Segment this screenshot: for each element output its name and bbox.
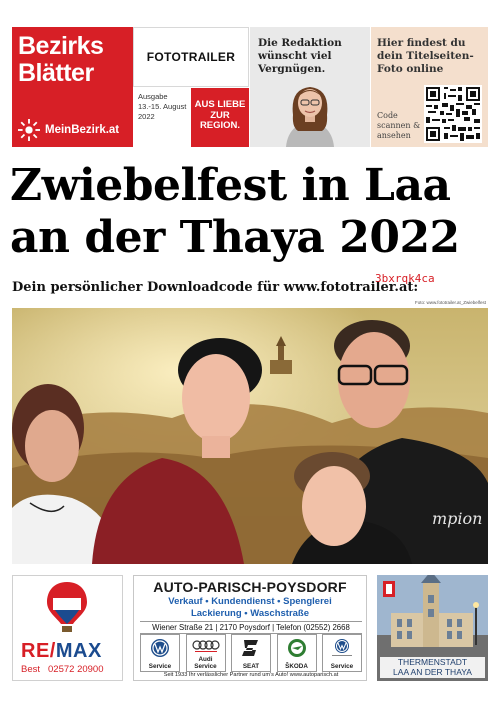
remax-contact — [21, 664, 104, 675]
site-row[interactable] — [18, 119, 119, 141]
cover-online-box — [371, 27, 488, 147]
slogan: AUS LIEBE ZUR REGION. — [194, 99, 246, 131]
ad-remax[interactable] — [12, 575, 123, 681]
brand-label: Audi Service — [194, 656, 217, 670]
brand-name-line1: Bezirks — [18, 32, 104, 60]
scan-hint: Code scannen & ansehen — [377, 111, 421, 140]
auto-title: AUTO-PARISCH-POYSDORF — [153, 579, 347, 595]
brand-label: Service — [148, 663, 172, 670]
skoda-logo-icon — [278, 637, 316, 659]
remax-logo-max: MAX — [55, 640, 102, 662]
hot-air-balloon-icon — [45, 580, 89, 634]
town-caption-line2: LAA AN DER THAYA — [393, 666, 472, 677]
vw-logo-icon — [141, 637, 179, 659]
auto-address: Wiener Straße 21 | 2170 Poysdorf | Telefon (02552) 2668 — [140, 621, 362, 634]
editor-portrait — [272, 75, 348, 147]
auto-footer: Seit 1933 Ihr verlässlicher Partner rund um's Auto! www.autoparisch.at — [163, 672, 339, 678]
issue-info — [133, 88, 191, 147]
auto-services-line2: Lackierung • Waschstraße — [190, 607, 310, 619]
brand-label: ŠKODA — [285, 663, 308, 670]
ad-town-laa[interactable] — [377, 575, 488, 681]
cover-message: Hier findest du dein Titelseiten-Foto online — [377, 37, 474, 75]
editor-message: Die Redaktion wünscht viel Vergnügen. — [258, 37, 342, 75]
remax-office: Best — [21, 664, 41, 675]
meinbezirk-logo-icon — [18, 119, 40, 141]
section-label-box — [133, 27, 249, 87]
vw-commercial-logo-icon — [323, 637, 361, 659]
auto-services-line1: Verkauf • Kundendienst • Spenglerei — [168, 596, 332, 607]
seat-tile — [231, 634, 271, 672]
group-photo — [12, 308, 488, 564]
download-code[interactable]: 3bxrqk4ca — [375, 272, 435, 285]
site-link[interactable]: MeinBezirk.at — [45, 124, 120, 136]
audi-service-tile — [186, 634, 226, 672]
qr-code[interactable] — [424, 85, 482, 143]
seat-logo-icon — [232, 637, 270, 659]
brand-logo-row — [140, 634, 362, 672]
section-label: FOTOTRAILER — [146, 50, 236, 64]
ad-auto-parisch[interactable] — [133, 575, 367, 681]
vw-commercial-tile — [322, 634, 362, 672]
remax-logo — [21, 640, 102, 663]
photo-credit: Foto: www.fototrailer.at_Zwiebelfest — [414, 300, 486, 305]
skoda-tile — [277, 634, 317, 672]
slogan-box — [191, 88, 249, 147]
issue-dates: 13.-15. August 2022 — [138, 102, 187, 121]
brand-label: Service — [330, 663, 354, 670]
issue-label: Ausgabe — [138, 92, 168, 101]
remax-logo-re: RE/ — [21, 640, 56, 662]
vw-service-tile — [140, 634, 180, 672]
remax-phone[interactable]: 02572 20900 — [48, 664, 104, 675]
headline: Zwiebelfest in Laa an der Thaya 2022 — [10, 160, 460, 263]
download-label: Dein persönlicher Downloadcode für www.fototrailer.at: — [12, 280, 419, 295]
town-caption — [380, 657, 485, 678]
editor-greeting-box — [250, 27, 370, 147]
auto-services — [134, 596, 366, 619]
masthead — [12, 27, 133, 147]
svg-text:mpion: mpion — [432, 509, 483, 528]
brand-name-line2: Blätter — [18, 59, 94, 87]
brand-label: SEAT — [242, 663, 260, 670]
town-caption-line1: THERMENSTADT — [397, 657, 468, 667]
